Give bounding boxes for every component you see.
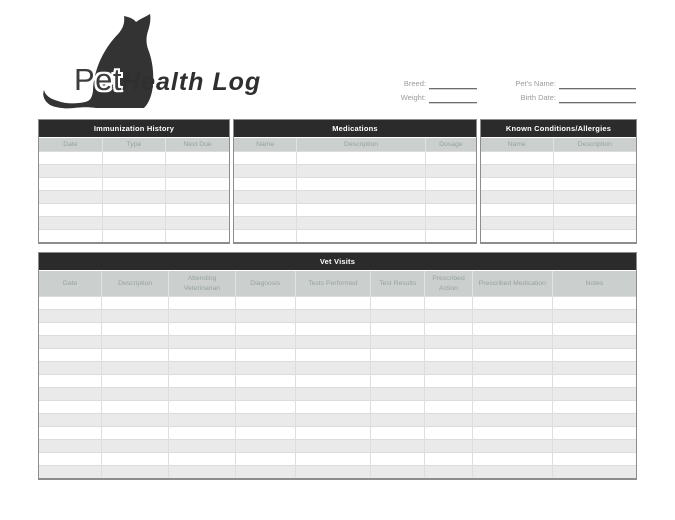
table-cell[interactable] bbox=[425, 323, 473, 336]
table-cell[interactable] bbox=[102, 152, 165, 165]
table-cell[interactable] bbox=[472, 375, 552, 388]
table-cell[interactable] bbox=[166, 230, 229, 243]
table-cell[interactable] bbox=[234, 230, 297, 243]
table-cell[interactable] bbox=[39, 178, 102, 191]
table-row bbox=[39, 230, 229, 243]
table-cell[interactable] bbox=[553, 217, 636, 230]
table-cell[interactable] bbox=[166, 204, 229, 217]
table-cell[interactable] bbox=[102, 191, 165, 204]
table-cell[interactable] bbox=[295, 388, 371, 401]
table-cell[interactable] bbox=[295, 401, 371, 414]
table-cell[interactable] bbox=[552, 349, 636, 362]
table-cell[interactable] bbox=[235, 362, 295, 375]
column-header: Description bbox=[102, 271, 169, 297]
table-cell[interactable] bbox=[39, 414, 102, 427]
column-header: Prescribed Action bbox=[425, 271, 473, 297]
table-cell[interactable] bbox=[481, 217, 553, 230]
table-cell[interactable] bbox=[234, 204, 297, 217]
table-cell[interactable] bbox=[472, 453, 552, 466]
table-cell[interactable] bbox=[102, 466, 169, 479]
table-cell[interactable] bbox=[295, 349, 371, 362]
table-row bbox=[39, 165, 229, 178]
table-cell[interactable] bbox=[472, 427, 552, 440]
table-cell[interactable] bbox=[169, 310, 236, 323]
table-cell[interactable] bbox=[552, 427, 636, 440]
table-row bbox=[39, 427, 636, 440]
table-cell[interactable] bbox=[371, 323, 425, 336]
birth-date-field bbox=[480, 93, 636, 103]
table-cell[interactable] bbox=[371, 414, 425, 427]
table-cell[interactable] bbox=[234, 191, 297, 204]
table-cell[interactable] bbox=[39, 375, 102, 388]
table-cell[interactable] bbox=[425, 191, 476, 204]
table-cell[interactable] bbox=[102, 375, 169, 388]
table-cell[interactable] bbox=[169, 414, 236, 427]
table-cell[interactable] bbox=[235, 414, 295, 427]
table-cell[interactable] bbox=[102, 349, 169, 362]
table-cell[interactable] bbox=[425, 165, 476, 178]
column-header-row bbox=[39, 271, 636, 297]
table-cell[interactable] bbox=[102, 310, 169, 323]
table-cell[interactable] bbox=[297, 230, 425, 243]
table-cell[interactable] bbox=[39, 427, 102, 440]
table-cell[interactable] bbox=[553, 152, 636, 165]
table-cell[interactable] bbox=[102, 388, 169, 401]
table-cell[interactable] bbox=[39, 362, 102, 375]
column-header: Date bbox=[39, 138, 102, 152]
table-row bbox=[234, 152, 476, 165]
table-cell[interactable] bbox=[472, 414, 552, 427]
table-row bbox=[481, 165, 636, 178]
medications-table bbox=[233, 119, 477, 244]
table-cell[interactable] bbox=[425, 440, 473, 453]
table-cell[interactable] bbox=[297, 217, 425, 230]
table-cell[interactable] bbox=[552, 336, 636, 349]
table-row bbox=[234, 191, 476, 204]
table-cell[interactable] bbox=[553, 191, 636, 204]
table-cell[interactable] bbox=[552, 323, 636, 336]
vet-visits-table bbox=[38, 252, 637, 480]
table-cell[interactable] bbox=[425, 152, 476, 165]
table-cell[interactable] bbox=[295, 453, 371, 466]
table-row bbox=[39, 375, 636, 388]
table-cell[interactable] bbox=[425, 401, 473, 414]
column-header: Description bbox=[297, 138, 425, 152]
table-cell[interactable] bbox=[425, 217, 476, 230]
table-cell[interactable] bbox=[472, 401, 552, 414]
table-row bbox=[39, 191, 229, 204]
table-cell[interactable] bbox=[102, 165, 165, 178]
table-cell[interactable] bbox=[169, 401, 236, 414]
logo bbox=[36, 10, 262, 115]
table-cell[interactable] bbox=[169, 323, 236, 336]
table-cell[interactable] bbox=[425, 310, 473, 323]
table-cell[interactable] bbox=[472, 310, 552, 323]
table-cell[interactable] bbox=[295, 310, 371, 323]
table-cell[interactable] bbox=[472, 388, 552, 401]
table-row bbox=[481, 204, 636, 217]
table-cell[interactable] bbox=[39, 217, 102, 230]
table-cell[interactable] bbox=[552, 362, 636, 375]
table-row bbox=[39, 178, 229, 191]
table-cell[interactable] bbox=[102, 427, 169, 440]
pet-name-field bbox=[480, 79, 636, 89]
breed-input-line[interactable] bbox=[429, 79, 477, 89]
table-cell[interactable] bbox=[425, 178, 476, 191]
breed-field bbox=[360, 79, 477, 89]
table-row bbox=[39, 336, 636, 349]
table-cell[interactable] bbox=[169, 349, 236, 362]
table-cell[interactable] bbox=[235, 466, 295, 479]
table-cell[interactable] bbox=[235, 427, 295, 440]
table-cell[interactable] bbox=[234, 152, 297, 165]
table-row bbox=[39, 349, 636, 362]
table-cell[interactable] bbox=[166, 178, 229, 191]
table-cell[interactable] bbox=[169, 388, 236, 401]
table-cell[interactable] bbox=[425, 388, 473, 401]
top-tables-row bbox=[38, 119, 637, 244]
column-header: Name bbox=[481, 138, 553, 152]
table-cell[interactable] bbox=[234, 178, 297, 191]
table-cell[interactable] bbox=[371, 466, 425, 479]
column-header: Test Results bbox=[371, 271, 425, 297]
table-cell[interactable] bbox=[169, 375, 236, 388]
table-cell[interactable] bbox=[425, 375, 473, 388]
table-cell[interactable] bbox=[552, 440, 636, 453]
pet-name-input-line[interactable] bbox=[559, 79, 636, 89]
table-cell[interactable] bbox=[295, 440, 371, 453]
table-cell[interactable] bbox=[295, 336, 371, 349]
table-cell[interactable] bbox=[481, 178, 553, 191]
table-cell[interactable] bbox=[169, 297, 236, 310]
table-cell[interactable] bbox=[472, 349, 552, 362]
table-row bbox=[481, 230, 636, 243]
table-row bbox=[39, 323, 636, 336]
table-cell[interactable] bbox=[166, 217, 229, 230]
column-header: Name bbox=[234, 138, 297, 152]
table-cell[interactable] bbox=[297, 152, 425, 165]
table-cell[interactable] bbox=[102, 453, 169, 466]
vet-visits-title: Vet Visits bbox=[39, 253, 636, 271]
vet-visits-section bbox=[38, 252, 637, 480]
table-cell[interactable] bbox=[371, 362, 425, 375]
table-cell[interactable] bbox=[235, 440, 295, 453]
table-cell[interactable] bbox=[295, 362, 371, 375]
table-cell[interactable] bbox=[371, 336, 425, 349]
table-cell[interactable] bbox=[39, 336, 102, 349]
weight-input-line[interactable] bbox=[429, 93, 477, 103]
table-row bbox=[234, 165, 476, 178]
table-cell[interactable] bbox=[481, 165, 553, 178]
table-cell[interactable] bbox=[553, 165, 636, 178]
table-cell[interactable] bbox=[235, 388, 295, 401]
table-row bbox=[39, 466, 636, 479]
table-cell[interactable] bbox=[297, 178, 425, 191]
column-header: Next Due bbox=[166, 138, 229, 152]
column-header-row bbox=[234, 138, 476, 152]
immunization-history-table bbox=[38, 119, 230, 244]
table-cell[interactable] bbox=[295, 297, 371, 310]
table-cell[interactable] bbox=[39, 453, 102, 466]
pet-name-label: Pet's Name: bbox=[515, 79, 556, 88]
table-cell[interactable] bbox=[552, 297, 636, 310]
table-cell[interactable] bbox=[102, 336, 169, 349]
table-cell[interactable] bbox=[39, 310, 102, 323]
table-row bbox=[39, 440, 636, 453]
birth-date-input-line[interactable] bbox=[559, 93, 636, 103]
table-cell[interactable] bbox=[552, 388, 636, 401]
table-row bbox=[39, 204, 229, 217]
table-row bbox=[481, 217, 636, 230]
table-row bbox=[481, 191, 636, 204]
table-cell[interactable] bbox=[371, 349, 425, 362]
table-row bbox=[39, 401, 636, 414]
table-cell[interactable] bbox=[295, 375, 371, 388]
table-row bbox=[481, 152, 636, 165]
table-row bbox=[39, 217, 229, 230]
table-cell[interactable] bbox=[234, 217, 297, 230]
table-cell[interactable] bbox=[39, 204, 102, 217]
table-cell[interactable] bbox=[295, 466, 371, 479]
table-cell[interactable] bbox=[102, 297, 169, 310]
table-row bbox=[234, 204, 476, 217]
table-cell[interactable] bbox=[553, 178, 636, 191]
table-cell[interactable] bbox=[169, 453, 236, 466]
table-cell[interactable] bbox=[102, 401, 169, 414]
table-cell[interactable] bbox=[102, 230, 165, 243]
table-row bbox=[39, 152, 229, 165]
table-cell[interactable] bbox=[235, 375, 295, 388]
known-conditions-allergies-title: Known Conditions/Allergies bbox=[481, 120, 636, 138]
column-header: Prescribed Medication bbox=[472, 271, 552, 297]
table-cell[interactable] bbox=[39, 401, 102, 414]
column-header-row bbox=[481, 138, 636, 152]
table-cell[interactable] bbox=[297, 204, 425, 217]
table-cell[interactable] bbox=[371, 440, 425, 453]
table-row bbox=[234, 230, 476, 243]
column-header: Notes bbox=[552, 271, 636, 297]
table-cell[interactable] bbox=[102, 323, 169, 336]
table-cell[interactable] bbox=[235, 401, 295, 414]
weight-label: Weight: bbox=[400, 93, 426, 102]
table-cell[interactable] bbox=[425, 466, 473, 479]
table-cell[interactable] bbox=[371, 297, 425, 310]
table-row bbox=[234, 217, 476, 230]
table-cell[interactable] bbox=[553, 204, 636, 217]
table-cell[interactable] bbox=[39, 388, 102, 401]
table-cell[interactable] bbox=[235, 297, 295, 310]
table-cell[interactable] bbox=[553, 230, 636, 243]
table-cell[interactable] bbox=[472, 440, 552, 453]
table-cell[interactable] bbox=[371, 427, 425, 440]
table-row bbox=[39, 362, 636, 375]
table-row bbox=[39, 453, 636, 466]
table-cell[interactable] bbox=[169, 336, 236, 349]
table-cell[interactable] bbox=[425, 427, 473, 440]
table-cell[interactable] bbox=[472, 362, 552, 375]
table-cell[interactable] bbox=[371, 453, 425, 466]
column-header: Diagnosis bbox=[235, 271, 295, 297]
table-cell[interactable] bbox=[371, 388, 425, 401]
table-cell[interactable] bbox=[295, 323, 371, 336]
table-cell[interactable] bbox=[552, 466, 636, 479]
table-cell[interactable] bbox=[425, 362, 473, 375]
table-cell[interactable] bbox=[39, 152, 102, 165]
table-cell[interactable] bbox=[472, 297, 552, 310]
table-cell[interactable] bbox=[102, 204, 165, 217]
table-cell[interactable] bbox=[169, 362, 236, 375]
table-cell[interactable] bbox=[166, 165, 229, 178]
table-cell[interactable] bbox=[481, 191, 553, 204]
table-row bbox=[234, 178, 476, 191]
table-cell[interactable] bbox=[39, 165, 102, 178]
table-cell[interactable] bbox=[102, 440, 169, 453]
table-cell[interactable] bbox=[39, 349, 102, 362]
table-cell[interactable] bbox=[472, 336, 552, 349]
table-cell[interactable] bbox=[39, 297, 102, 310]
table-cell[interactable] bbox=[234, 165, 297, 178]
table-cell[interactable] bbox=[371, 310, 425, 323]
table-cell[interactable] bbox=[39, 323, 102, 336]
medications-title: Medications bbox=[234, 120, 476, 138]
table-cell[interactable] bbox=[39, 466, 102, 479]
page-title bbox=[74, 62, 261, 98]
table-row bbox=[39, 310, 636, 323]
table-cell[interactable] bbox=[102, 178, 165, 191]
table-cell[interactable] bbox=[371, 401, 425, 414]
table-cell[interactable] bbox=[235, 310, 295, 323]
table-cell[interactable] bbox=[297, 191, 425, 204]
table-cell[interactable] bbox=[425, 453, 473, 466]
immunization-history-title: Immunization History bbox=[39, 120, 229, 138]
table-row bbox=[39, 388, 636, 401]
table-cell[interactable] bbox=[425, 336, 473, 349]
column-header: Dosage bbox=[425, 138, 476, 152]
breed-label: Breed: bbox=[403, 79, 426, 88]
table-cell[interactable] bbox=[39, 230, 102, 243]
column-header: Description bbox=[553, 138, 636, 152]
table-row bbox=[39, 414, 636, 427]
title-health-log: Health Log bbox=[122, 68, 262, 96]
table-cell[interactable] bbox=[295, 414, 371, 427]
table-cell[interactable] bbox=[39, 191, 102, 204]
table-cell[interactable] bbox=[552, 414, 636, 427]
table-cell[interactable] bbox=[425, 414, 473, 427]
table-cell[interactable] bbox=[552, 310, 636, 323]
table-cell[interactable] bbox=[371, 375, 425, 388]
table-cell[interactable] bbox=[169, 427, 236, 440]
table-cell[interactable] bbox=[552, 401, 636, 414]
table-cell[interactable] bbox=[472, 323, 552, 336]
table-cell[interactable] bbox=[235, 336, 295, 349]
column-header: Tests Performed bbox=[295, 271, 371, 297]
title-pet: Pet bbox=[74, 62, 123, 97]
table-cell[interactable] bbox=[166, 152, 229, 165]
column-header: Attending Veterinarian bbox=[169, 271, 236, 297]
table-cell[interactable] bbox=[102, 414, 169, 427]
table-cell[interactable] bbox=[552, 375, 636, 388]
table-cell[interactable] bbox=[39, 440, 102, 453]
table-row bbox=[481, 178, 636, 191]
table-cell[interactable] bbox=[295, 427, 371, 440]
table-cell[interactable] bbox=[481, 230, 553, 243]
column-header-row bbox=[39, 138, 229, 152]
table-cell[interactable] bbox=[235, 349, 295, 362]
known-conditions-allergies-table bbox=[480, 119, 637, 244]
table-cell[interactable] bbox=[425, 349, 473, 362]
table-cell[interactable] bbox=[481, 152, 553, 165]
birth-date-label: Birth Date: bbox=[520, 93, 556, 102]
table-cell[interactable] bbox=[425, 230, 476, 243]
table-cell[interactable] bbox=[102, 362, 169, 375]
column-header: Date bbox=[39, 271, 102, 297]
table-cell[interactable] bbox=[481, 204, 553, 217]
table-cell[interactable] bbox=[166, 191, 229, 204]
table-cell[interactable] bbox=[169, 440, 236, 453]
table-cell[interactable] bbox=[297, 165, 425, 178]
table-row bbox=[39, 297, 636, 310]
table-cell[interactable] bbox=[235, 323, 295, 336]
weight-field bbox=[360, 93, 477, 103]
table-cell[interactable] bbox=[235, 453, 295, 466]
table-cell[interactable] bbox=[169, 466, 236, 479]
table-cell[interactable] bbox=[472, 466, 552, 479]
table-cell[interactable] bbox=[425, 204, 476, 217]
table-cell[interactable] bbox=[552, 453, 636, 466]
table-cell[interactable] bbox=[425, 297, 473, 310]
table-cell[interactable] bbox=[102, 217, 165, 230]
column-header: Type bbox=[102, 138, 165, 152]
